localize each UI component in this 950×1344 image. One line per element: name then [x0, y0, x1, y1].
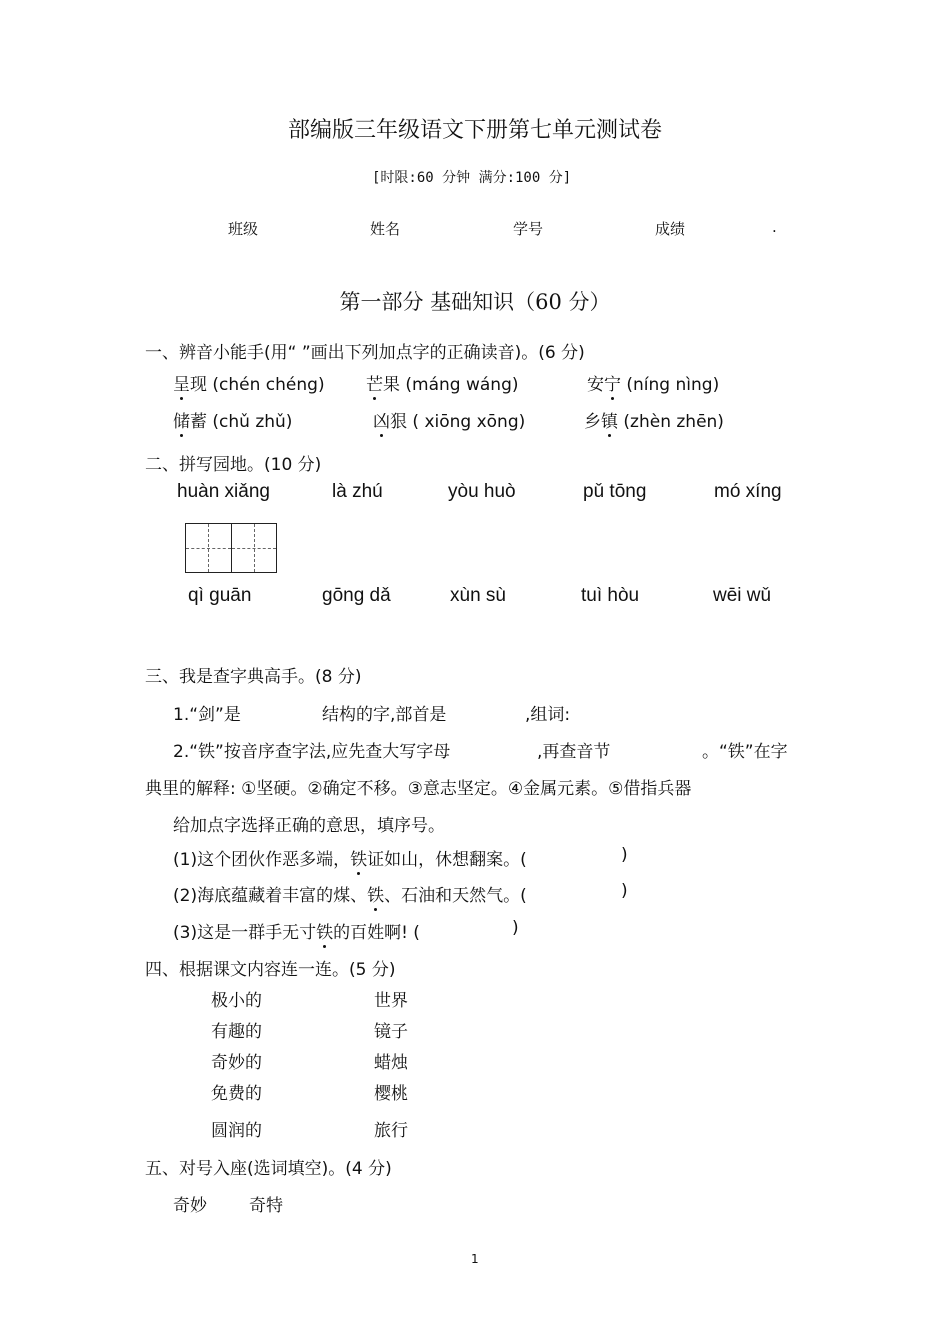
dotted-char: 宁 [604, 370, 621, 395]
field-student-id: 学号 [513, 220, 544, 238]
q3-instruction: 给加点字选择正确的意思，填序号。 [173, 816, 445, 836]
q3-line1-b: 结构的字,部首是 [322, 705, 447, 725]
q3-line1-c: ,组词: [525, 705, 571, 725]
page-title: 部编版三年级语文下册第七单元测试卷 [287, 118, 662, 143]
writing-cell[interactable] [232, 524, 277, 572]
part1-title: 第一部分 基础知识（60 分） [339, 290, 611, 314]
dotted-char: 铁 [367, 881, 384, 906]
dotted-char: 镇 [601, 407, 618, 432]
dotted-char: 呈 [173, 370, 190, 395]
pinyin-item: qì guān [188, 585, 252, 606]
q3-sentence-1-close: ) [621, 845, 628, 865]
dotted-char: 铁 [316, 918, 333, 943]
field-class: 班级 [228, 220, 259, 238]
match-left-item[interactable]: 免费的 [211, 1084, 262, 1104]
pinyin-item: huàn xiǎng [177, 481, 270, 502]
match-right-item[interactable]: 蜡烛 [374, 1053, 408, 1073]
pinyin-item: wēi wǔ [713, 585, 772, 606]
match-left-item[interactable]: 奇妙的 [211, 1053, 262, 1073]
page-number: 1 [471, 1252, 479, 1266]
q3-line2-c: 。“铁”在字 [702, 742, 788, 762]
writing-grid[interactable] [185, 523, 277, 573]
pinyin-item: tuì hòu [581, 585, 640, 606]
q3-line1-a: 1.“剑”是 [173, 705, 241, 725]
q1-item: 芒果 (máng wáng) [366, 370, 519, 395]
pinyin-item: mó xíng [714, 481, 782, 502]
q3-sentence-1: (1)这个团伙作恶多端，铁证如山，休想翻案。( [173, 845, 527, 870]
match-right-item[interactable]: 樱桃 [374, 1084, 408, 1104]
writing-cell[interactable] [186, 524, 232, 572]
q4-heading: 四、根据课文内容连一连。(5 分) [145, 960, 396, 980]
q3-sentence-3-close: ) [512, 918, 519, 938]
q3-definitions: 典里的解释: ①坚硬。②确定不移。③意志坚定。④金属元素。⑤借指兵器 [145, 779, 692, 799]
q1-item: 安宁 (níng nìng) [587, 370, 719, 395]
pinyin-item: là zhú [332, 481, 383, 502]
match-right-item[interactable]: 世界 [374, 991, 408, 1011]
pinyin-item: pǔ tōng [583, 481, 647, 502]
q1-item: 乡镇 (zhèn zhēn) [584, 407, 724, 432]
q3-heading: 三、我是查字典高手。(8 分) [145, 667, 362, 687]
field-name: 姓名 [370, 220, 401, 238]
q5-word: 奇特 [249, 1196, 283, 1216]
q3-sentence-2-close: ) [621, 881, 628, 901]
dotted-char: 储 [173, 407, 190, 432]
dotted-char: 铁 [350, 845, 367, 870]
q2-heading: 二、拼写园地。(10 分) [145, 455, 322, 475]
q3-sentence-3: (3)这是一群手无寸铁的百姓啊! ( [173, 918, 420, 943]
match-left-item[interactable]: 有趣的 [211, 1022, 262, 1042]
exam-meta: [时限:60 分钟 满分:100 分] [372, 170, 572, 186]
q1-item: 储蓄 (chǔ zhǔ) [173, 407, 292, 432]
dotted-char: 凶 [373, 407, 390, 432]
q3-line2-b: ,再查音节 [537, 742, 611, 762]
q5-word: 奇妙 [173, 1196, 207, 1216]
match-right-item[interactable]: 镜子 [374, 1022, 408, 1042]
field-score: 成绩 [655, 220, 686, 238]
match-left-item[interactable]: 极小的 [211, 991, 262, 1011]
q3-line2-a: 2.“铁”按音序查字法,应先查大写字母 [173, 742, 451, 762]
match-left-item[interactable]: 圆润的 [211, 1121, 262, 1141]
q5-heading: 五、对号入座(选词填空)。(4 分) [145, 1159, 392, 1179]
pinyin-item: yòu huò [448, 481, 516, 502]
dotted-char: 芒 [366, 370, 383, 395]
q1-item: 呈现 (chén chéng) [173, 370, 325, 395]
q1-item: 凶狠 ( xiōng xōng) [373, 407, 525, 432]
pinyin-item: gōng dǎ [322, 585, 391, 606]
q3-sentence-2: (2)海底蕴藏着丰富的煤、铁、石油和天然气。( [173, 881, 527, 906]
pinyin-item: xùn sù [450, 585, 506, 606]
field-end-mark: . [772, 218, 777, 236]
match-right-item[interactable]: 旅行 [374, 1121, 408, 1141]
q1-heading: 一、辨音小能手(用“ ”画出下列加点字的正确读音)。(6 分) [145, 343, 585, 363]
